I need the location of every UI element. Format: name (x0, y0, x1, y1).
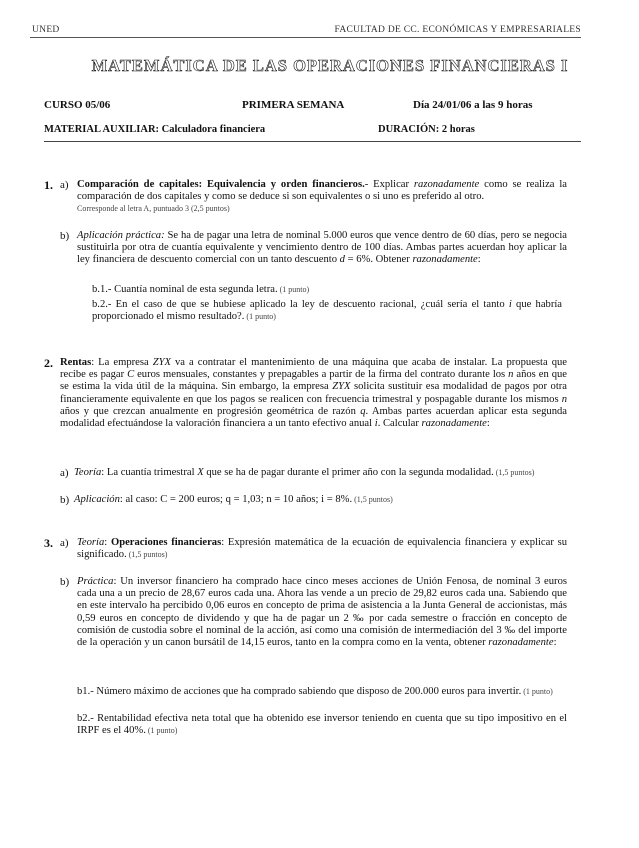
week-label: PRIMERA SEMANA (242, 99, 345, 111)
material-label: MATERIAL AUXILIAR: Calculadora financiera (44, 124, 266, 135)
info-divider (44, 141, 581, 142)
faculty-name: FACULTAD DE CC. ECONÓMICAS Y EMPRESARIALES (334, 25, 581, 35)
question-1a-text: Comparación de capitales: Equivalencia y orden financieros.- Explicar razonadamente como se realiza la comparación de dos capitales y como se deduce si son equivalentes o si uno es preferido al otro. Corresponde al letra A, puntuado 3 (2,5 puntos) (77, 179, 567, 214)
question-3b1-text: b1.- Número máximo de acciones que ha comprado sabiendo que disposo de 200.000 euros para invertir. (1 punto) (77, 686, 553, 697)
question-3b-label: b) (60, 576, 70, 588)
header-divider (30, 37, 581, 38)
university-name: UNED (32, 25, 60, 35)
question-3-number: 3. (44, 536, 53, 550)
exam-title: MATEMÁTICA DE LAS OPERACIONES FINANCIERAS I (91, 56, 569, 75)
duration-label: DURACIÓN: 2 horas (378, 124, 475, 135)
question-1-number: 1. (44, 178, 53, 192)
question-3b-text: Práctica: Un inversor financiero ha comprado hace cinco meses acciones de Unión Fenosa, de nominal 3 euros cada una a un precio de 28,67 euros cada una. Ahora las vende a un precio de 29,82 euros cada una. Sabiendo que en este intervalo ha percibido 0,06 euros en concepto de prima de asistencia a la Junta General de accionistas, más 0,59 euros en concepto de dividendo y que ha de pagar un 2 ‰ por cada semestre o fracción en concepto de comisión de custodia sobre el nominal de la acción, así como una comisión de intermediación del 3 ‰ del importe de la operación y un canon bursátil de 14,15 euros, tanto en la compra como en la venta, obtener razonadamente: (77, 576, 567, 649)
question-1b-label: b) (60, 230, 70, 242)
q1a-score: Corresponde al letra A, puntuado 3 (2,5 puntos) (77, 204, 230, 214)
question-2a-text: Teoría: La cuantía trimestral X que se ha de pagar durante el primer año con la segunda modalidad. (1,5 puntos) (74, 467, 535, 478)
question-3a-text: Teoría: Operaciones financieras: Expresión matemática de la ecuación de equivalencia financiera y explicar su significado. (1,5 puntos) (77, 537, 567, 561)
question-1a-label: a) (60, 179, 69, 191)
question-2b-text: Aplicación: al caso: C = 200 euros; q = 1,03; n = 10 años; i = 8%. (1,5 puntos) (74, 494, 393, 505)
page-header (32, 25, 581, 35)
question-1b2-text: b.2.- En el caso de que se hubiese aplicado la ley de descuento racional, ¿cuál sería el tanto i que habría proporcionado el mismo resultado?. (1 punto) (92, 299, 562, 323)
question-3a-label: a) (60, 537, 69, 549)
question-3b2-text: b2.- Rentabilidad efectiva neta total que ha obtenido ese inversor teniendo en cuenta que su tipo impositivo en el IRPF es el 40%. (1 punto) (77, 713, 567, 737)
date-label: Día 24/01/06 a las 9 horas (413, 99, 533, 111)
course-label: CURSO 05/06 (44, 99, 111, 111)
q1a-title: Comparación de capitales: Equivalencia y orden financieros. (77, 179, 365, 190)
question-2b-label: b) (60, 494, 70, 506)
question-2-statement: Rentas: La empresa ZYX va a contratar el mantenimiento de una máquina que acaba de instalar. La propuesta que recibe es pagar C euros mensuales, constantes y prepagables a partir de la firma del contrato durante los n años en que se estima la vida útil de la máquina. Sin embargo, la empresa ZYX solicita sustituir esa modalidad de pagos por otra financieramente equivalente en que los pagos se realicen con frecuencia trimestral y pospagable durante los mismos n años y que crezcan anualmente en progresión geométrica de razón q. Ambas partes acuerdan aplicar esta segunda modalidad efectuándose la valoración financiera a un tanto efectivo anual i. Calcular razonadamente: (60, 357, 568, 430)
question-2-number: 2. (44, 356, 53, 370)
question-1b1-text: b.1.- Cuantía nominal de esta segunda letra. (1 punto) (92, 284, 310, 295)
question-2a-label: a) (60, 467, 69, 479)
question-1b-text: Aplicación práctica: Se ha de pagar una letra de nominal 5.000 euros que vence dentro de 60 días, pero se negocia sustituirla por otra de cuantía equivalente y vencimiento dentro de 100 días. Ambas partes acuerdan hoy aplicar la ley financiera de descuento comercial con un tanto descuento d = 6%. Obtener razonadamente: (77, 230, 567, 266)
